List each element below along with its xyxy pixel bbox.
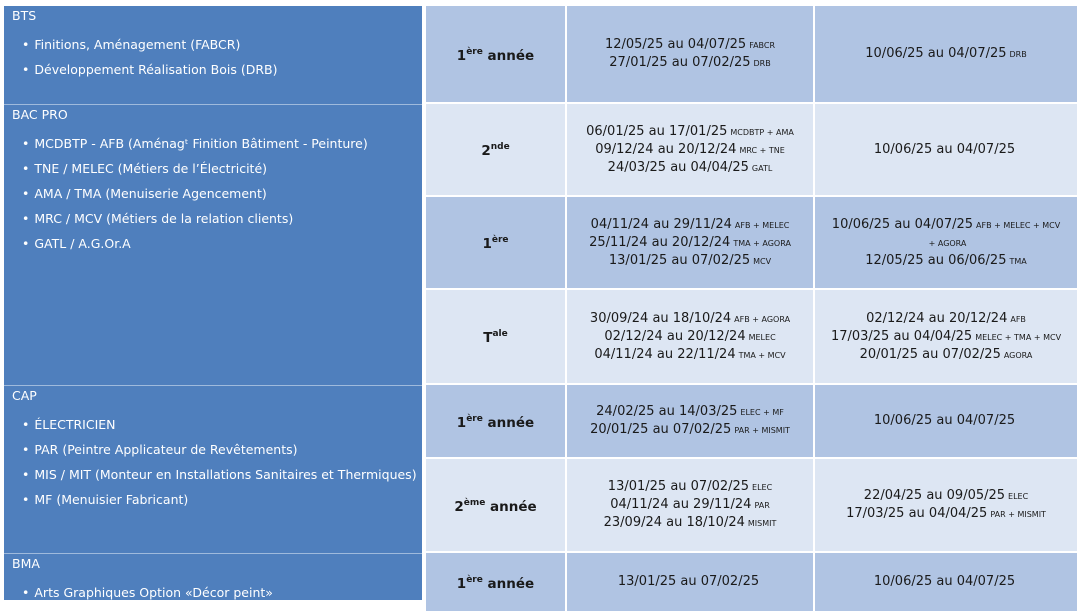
- date-range: [589, 234, 791, 252]
- date-text: 12/05/25 au 04/07/25: [604, 37, 747, 52]
- program-tag: PAR + MISMIT: [734, 426, 790, 435]
- program-tag: DRB: [753, 59, 771, 68]
- level-label: [482, 232, 508, 253]
- program-tag: AFB + MELEC + MCV: [976, 220, 1061, 230]
- program-tag: ELEC: [752, 483, 773, 492]
- date-range: [586, 123, 794, 141]
- program-item: • MCDBTP - AFB (Aménagᵗ Finition Bâtiment - Peinture): [22, 131, 422, 156]
- date-text: 10/06/25 au 04/07/25: [865, 46, 1007, 61]
- program-tag: AGORA: [1003, 350, 1033, 360]
- date-text: 22/04/25 au 09/05/25: [863, 488, 1006, 503]
- period-2-cell: [815, 459, 1077, 551]
- period-2-cell: [815, 104, 1077, 195]
- date-text: 10/06/25 au 04/07/25: [873, 141, 1016, 157]
- program-item: • ÉLECTRICIEN: [22, 412, 422, 437]
- program-tag: PAR + MISMIT: [990, 510, 1046, 519]
- date-text: 20/01/25 au 07/02/25: [859, 346, 1001, 362]
- section-bac-pro: [4, 104, 422, 256]
- date-text: 27/01/25 au 07/02/25: [609, 55, 751, 70]
- program-list: [4, 406, 422, 512]
- program-tag: MCV: [753, 256, 772, 266]
- date-range: [865, 45, 1026, 63]
- level-cell: [426, 290, 565, 383]
- date-text: 13/01/25 au 07/02/25: [617, 574, 760, 589]
- program-list: [4, 26, 422, 82]
- program-item: • Finitions, Aménagement (FABCR): [22, 32, 422, 57]
- date-range: [596, 403, 784, 421]
- date-text: 10/06/25 au 04/07/25: [873, 574, 1016, 589]
- program-list: [4, 574, 422, 600]
- level-cell: [426, 459, 565, 551]
- date-text: 04/11/24 au 29/11/24: [610, 497, 752, 512]
- date-text: 24/03/25 au 04/04/25: [607, 159, 749, 175]
- level-cell: [426, 104, 565, 195]
- program-tag: ELEC + MF: [740, 408, 784, 417]
- period-1-cell: [567, 197, 813, 288]
- section-cap: [4, 385, 422, 512]
- program-tag: TMA + AGORA: [733, 238, 791, 248]
- period-1-cell: [567, 385, 813, 457]
- level-superscript: nde: [490, 142, 510, 152]
- date-text: 09/12/24 au 20/12/24: [595, 141, 737, 157]
- period-1-cell: [567, 459, 813, 551]
- date-text: 13/01/25 au 07/02/25: [608, 252, 751, 268]
- date-text: 10/06/25 au 04/07/25: [831, 216, 974, 232]
- level-main: 1: [456, 47, 467, 64]
- program-tag: + AGORA: [928, 238, 967, 248]
- date-text: 04/11/24 au 22/11/24: [594, 346, 736, 362]
- date-range: [926, 234, 967, 252]
- program-tag: MELEC + TMA + MCV: [975, 332, 1062, 342]
- date-range: [874, 141, 1018, 159]
- date-range: [610, 496, 770, 514]
- level-cell: [426, 553, 565, 611]
- section-title: CAP: [12, 388, 37, 403]
- program-item: • MRC / MCV (Métiers de la relation clients): [22, 206, 422, 231]
- date-range: [874, 573, 1018, 591]
- period-1-cell: [567, 6, 813, 102]
- date-text: 02/12/24 au 20/12/24: [604, 328, 746, 344]
- level-label: [483, 326, 507, 347]
- level-main: 1: [456, 575, 467, 592]
- level-cell: [426, 385, 565, 457]
- program-item: • AMA / TMA (Menuiserie Agencement): [22, 181, 422, 206]
- schedule-row: [426, 553, 1077, 613]
- level-label: [454, 495, 536, 516]
- level-suffix: année: [482, 414, 535, 431]
- date-text: 04/11/24 au 29/11/24: [590, 216, 732, 232]
- program-item: • TNE / MELEC (Métiers de l’Électricité): [22, 156, 422, 181]
- date-range: [608, 159, 773, 177]
- program-tag: AFB + MELEC: [734, 220, 790, 230]
- program-tag: AFB: [1010, 314, 1026, 324]
- program-tag: MRC + TNE: [739, 145, 785, 155]
- date-text: 06/01/25 au 17/01/25: [586, 123, 728, 139]
- date-range: [594, 346, 785, 364]
- level-superscript: ère: [491, 235, 509, 245]
- program-tag: MELEC: [748, 332, 776, 342]
- date-range: [831, 328, 1061, 346]
- schedule-row: [426, 290, 1077, 385]
- date-text: 30/09/24 au 18/10/24: [589, 310, 732, 326]
- date-range: [590, 421, 790, 439]
- level-suffix: année: [482, 47, 535, 64]
- program-tag: DRB: [1009, 50, 1027, 59]
- period-1-cell: [567, 553, 813, 611]
- period-1-cell: [567, 290, 813, 383]
- date-range: [604, 328, 775, 346]
- date-text: 20/01/25 au 07/02/25: [590, 422, 732, 437]
- level-suffix: année: [485, 498, 537, 515]
- date-text: 17/03/25 au 04/04/25: [846, 506, 988, 521]
- date-range: [605, 36, 775, 54]
- program-tag: FABCR: [749, 41, 776, 50]
- schedule-row: [426, 197, 1077, 290]
- date-range: [608, 478, 772, 496]
- level-cell: [426, 197, 565, 288]
- date-text: 12/05/25 au 06/06/25: [865, 252, 1007, 268]
- formations-panel: [4, 6, 422, 600]
- date-range: [591, 216, 790, 234]
- program-tag: TMA + MCV: [738, 350, 786, 360]
- date-text: 25/11/24 au 20/12/24: [589, 234, 731, 250]
- level-label: [457, 411, 534, 432]
- program-tag: MCDBTP + AMA: [730, 127, 794, 137]
- level-superscript: ère: [466, 574, 483, 585]
- program-item: • GATL / A.G.Or.A: [22, 231, 422, 256]
- period-2-cell: [815, 197, 1077, 288]
- section-title: BMA: [12, 556, 40, 571]
- date-text: 23/09/24 au 18/10/24: [603, 515, 745, 530]
- date-range: [846, 505, 1046, 523]
- level-main: 2: [481, 143, 491, 159]
- schedule-row: [426, 459, 1077, 553]
- level-label: [457, 572, 534, 593]
- level-label: [481, 139, 509, 160]
- program-tag: TMA: [1009, 256, 1027, 266]
- section-title: BAC PRO: [12, 107, 68, 122]
- level-suffix: année: [482, 575, 535, 592]
- date-text: 17/03/25 au 04/04/25: [830, 328, 973, 344]
- date-range: [609, 54, 770, 72]
- period-1-cell: [567, 104, 813, 195]
- level-main: T: [483, 330, 493, 346]
- level-main: 2: [454, 498, 464, 515]
- program-item: • Développement Réalisation Bois (DRB): [22, 57, 422, 82]
- level-cell: [426, 6, 565, 102]
- date-text: 24/02/25 au 14/03/25: [596, 404, 738, 419]
- date-range: [609, 252, 771, 270]
- period-2-cell: [815, 385, 1077, 457]
- level-main: 1: [456, 414, 467, 431]
- level-superscript: ère: [466, 46, 483, 57]
- section-bma: [4, 553, 422, 600]
- level-main: 1: [482, 236, 492, 252]
- date-range: [832, 216, 1060, 234]
- schedule-row: [426, 385, 1077, 459]
- date-range: [864, 487, 1028, 505]
- program-tag: MISMIT: [747, 519, 777, 528]
- program-tag: PAR: [754, 501, 770, 510]
- date-text: 13/01/25 au 07/02/25: [607, 479, 750, 494]
- date-range: [618, 573, 762, 591]
- date-range: [590, 310, 790, 328]
- program-tag: GATL: [751, 163, 773, 173]
- period-2-cell: [815, 6, 1077, 102]
- date-range: [595, 141, 785, 159]
- schedule-row: [426, 6, 1077, 104]
- section-title: BTS: [12, 8, 37, 23]
- date-text: 02/12/24 au 20/12/24: [866, 310, 1008, 326]
- program-item: • PAR (Peintre Applicateur de Revêtements): [22, 437, 422, 462]
- date-range: [860, 346, 1033, 364]
- level-superscript: ème: [463, 497, 486, 508]
- program-item: • MIS / MIT (Monteur en Installations Sanitaires et Thermiques): [22, 462, 422, 487]
- level-superscript: ère: [466, 413, 483, 424]
- period-2-cell: [815, 553, 1077, 611]
- period-2-cell: [815, 290, 1077, 383]
- date-range: [865, 252, 1027, 270]
- date-range: [874, 412, 1018, 430]
- program-tag: AFB + AGORA: [734, 314, 791, 324]
- schedule-row: [426, 104, 1077, 197]
- level-superscript: ale: [492, 329, 508, 339]
- program-tag: ELEC: [1008, 492, 1029, 501]
- section-bts: [4, 6, 422, 82]
- program-list: [4, 125, 422, 256]
- date-range: [866, 310, 1026, 328]
- date-text: 10/06/25 au 04/07/25: [873, 413, 1016, 428]
- program-item: • MF (Menuisier Fabricant): [22, 487, 422, 512]
- date-range: [604, 514, 777, 532]
- program-item: • Arts Graphiques Option «Décor peint»: [22, 580, 422, 600]
- schedule-grid: [426, 6, 1077, 600]
- level-label: [457, 44, 534, 65]
